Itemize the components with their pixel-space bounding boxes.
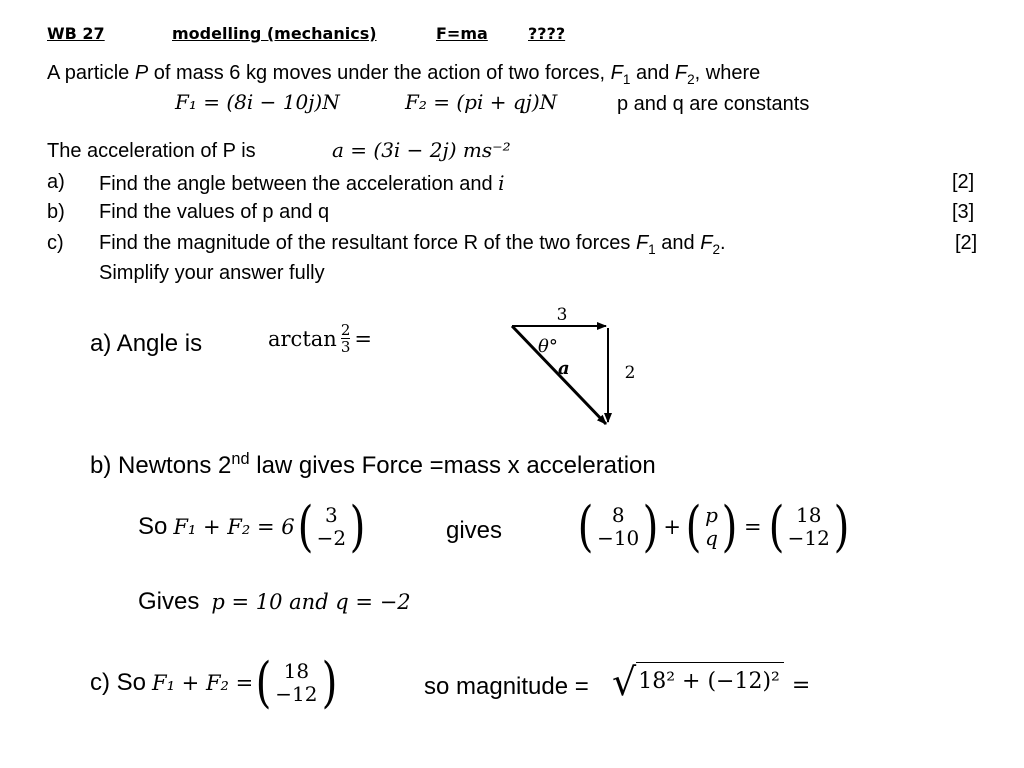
part-a-marks: [2] — [952, 171, 975, 193]
vector-a-label: a — [558, 358, 570, 379]
magnitude-label: so magnitude = — [424, 673, 589, 700]
worksheet-topic: modelling (mechanics) — [172, 24, 377, 43]
worksheet-code: WB 27 — [47, 24, 105, 43]
simplify-instruction: Simplify your answer fully — [99, 262, 325, 284]
acceleration-intro: The acceleration of P is — [47, 140, 256, 162]
worksheet-marks: ???? — [528, 24, 566, 43]
gives-label: gives — [446, 517, 503, 544]
acceleration-triangle-diagram — [500, 300, 650, 435]
solution-b-result: Gives p = 10 and q = −2 — [138, 588, 411, 615]
vector-pq: ( p q ) — [685, 495, 738, 558]
vector-resultant: ( 18 −12 ) — [255, 651, 337, 714]
force-f1-definition: F₁ = (8i − 10j)N — [175, 90, 340, 114]
fraction-two-thirds: $\frac{2}{3}$ — [340, 321, 351, 356]
solution-b-vector-equation: ( 8 −10 ) + ( p q ) = ( 18 −12 ) — [575, 500, 852, 554]
vector-force-total: ( 18 −12 ) — [768, 495, 850, 558]
part-a-text: Find the angle between the acceleration and i — [99, 171, 505, 195]
label-two: 2 — [624, 363, 636, 383]
solution-c-sum: c) So F₁ + F₂ = ( 18 −12 ) — [90, 656, 340, 710]
pq-constants-note: p and q are constants — [617, 93, 810, 115]
part-c-label: c) — [47, 232, 64, 254]
force-f2-definition: F₂ = (pi + qj)N — [405, 90, 558, 114]
label-three: 3 — [556, 305, 568, 325]
worksheet-formula: F=ma — [436, 24, 488, 43]
theta-label: θ° — [538, 336, 558, 357]
vector-acceleration: ( 3 −2 ) — [297, 495, 366, 558]
magnitude-expression: √ 18² + (−12)² = — [612, 660, 811, 704]
vector-f1: ( 8 −10 ) — [577, 495, 659, 558]
solution-a-expression: arctan $\frac{2}{3}$ = — [268, 321, 372, 356]
part-b-text: Find the values of p and q — [99, 201, 330, 223]
part-b-marks: [3] — [952, 201, 975, 223]
part-b-label: b) — [47, 201, 65, 223]
acceleration-definition: a = (3i − 2j) ms⁻² — [332, 138, 511, 162]
part-a-label: a) — [47, 171, 65, 193]
part-c-text: Find the magnitude of the resultant force R of the two forces $F_1$ and $F_2$. — [99, 232, 726, 257]
question-intro: A particle P of mass 6 kg moves under the action of two forces, $F_1$ and $F_2$, where — [47, 62, 761, 87]
square-root: √ 18² + (−12)² — [612, 662, 784, 702]
solution-b-newton: b) Newtons 2nd law gives Force =mass x acceleration — [90, 450, 656, 479]
solution-a-label: a) Angle is — [90, 330, 203, 357]
part-c-marks: [2] — [955, 232, 978, 254]
solution-b-sum-equation: So F₁ + F₂ = 6 ( 3 −2 ) — [138, 500, 368, 554]
